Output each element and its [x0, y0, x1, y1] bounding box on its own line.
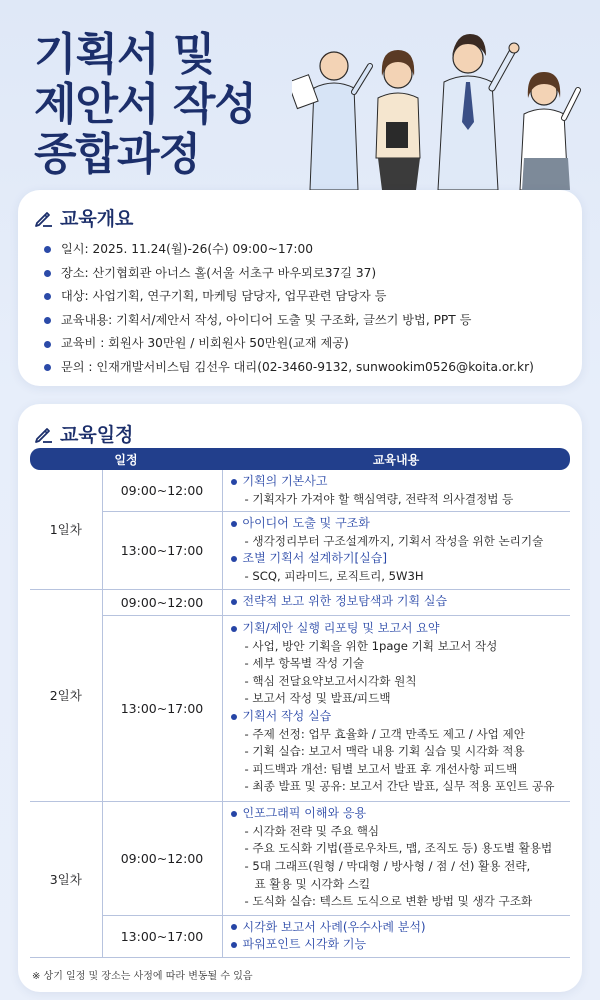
bullet-icon [44, 270, 51, 277]
worker-2-figure [376, 50, 420, 190]
column-header-content: 교육내용 [222, 448, 570, 470]
overview-list [44, 238, 534, 380]
session-time: 13:00~17:00 [102, 512, 222, 589]
pencil-icon [34, 424, 54, 444]
session-time: 09:00~12:00 [102, 470, 222, 512]
column-header-time: 일정 [30, 448, 222, 470]
title-line-1: 기획서 및 [34, 29, 215, 80]
page-title [34, 30, 256, 180]
overview-heading [34, 204, 133, 231]
session-content: 아이디어 도출 및 구조화 - 생각정리부터 구조설계까지, 기획서 작성을 위한 논리기술 조별 기획서 설계하기[실습] - SCQ, 피라미드, 로직트리, 5W3H [222, 512, 570, 589]
session-time: 13:00~17:00 [102, 915, 222, 957]
list-item: 교육내용: 기획서/제안서 작성, 아이디어 도출 및 구조화, 글쓰기 방법, PPT 등 [44, 309, 534, 333]
bullet-icon [44, 293, 51, 300]
bullet-icon [231, 556, 237, 562]
list-item: 대상: 사업기획, 연구기획, 마케팅 담당자, 업무관련 담당자 등 [44, 285, 534, 309]
day-label: 2일차 [30, 589, 102, 801]
bullet-icon [231, 811, 237, 817]
bullet-icon [231, 479, 237, 485]
bullet-icon [44, 246, 51, 253]
pencil-icon [34, 208, 54, 228]
session-content: 시각화 보고서 사례(우수사례 분석) 파워포인트 시각화 기능 [222, 915, 570, 957]
bullet-icon [231, 714, 237, 720]
session-time: 09:00~12:00 [102, 589, 222, 615]
list-item: 일시: 2025. 11.24(월)-26(수) 09:00~17:00 [44, 238, 534, 262]
overview-card [18, 190, 582, 386]
bullet-icon [231, 924, 237, 930]
bullet-icon [231, 521, 237, 527]
table-row [30, 512, 570, 589]
session-content: 전략적 보고 위한 정보탐색과 기획 실습 [222, 589, 570, 615]
worker-1-figure [292, 52, 370, 190]
schedule-heading-label: 교육일정 [60, 424, 134, 446]
bullet-icon [44, 364, 51, 371]
list-item: 장소: 산기협회관 아너스 홀(서울 서초구 바우뫼로37길 37) [44, 262, 534, 286]
worker-4-figure [520, 72, 578, 190]
list-item: 교육비 : 회원사 30만원 / 비회원사 50만원(교재 제공) [44, 332, 534, 356]
overview-heading-label: 교육개요 [60, 208, 134, 230]
day-label: 1일차 [30, 470, 102, 589]
bullet-icon [231, 626, 237, 632]
session-content: 기획/제안 실행 리포팅 및 보고서 요약 - 사업, 방안 기획을 위한 1page 기획 보고서 작성 - 세부 항목별 작성 기술 - 핵심 전달요약보고서시각화 원칙 - 보고서 작성 및 발표/피드백 기획서 작성 실습 - 주제 선정: 업무 효율화 / 고객 만족도 제고 / 사업 제안 - 기획 실습: 보고서 맥락 내용 기획 실습 및 시각화 적용 - 피드백과 개선: 팀별 보고서 발표 후 개선사항 피드백 - 최종 발표 및 공유: 보고서 간단 발표, 실무 적용 포인트 공유 [222, 615, 570, 801]
table-row [30, 615, 570, 801]
schedule-card [18, 404, 582, 992]
footnote: ※ 상기 일정 및 장소는 사정에 따라 변동될 수 있음 [32, 971, 253, 982]
office-workers-illustration [292, 18, 592, 190]
schedule-table [30, 448, 570, 958]
table-row [30, 801, 570, 915]
worker-3-figure [438, 34, 519, 190]
title-line-3: 종합과정 [34, 129, 201, 180]
bullet-icon [44, 341, 51, 348]
list-item: 문의 : 인재개발서비스팀 김선우 대리(02-3460-9132, sunwookim0526@koita.or.kr) [44, 356, 534, 380]
title-line-2: 제안서 작성 [34, 79, 256, 130]
session-content: 기획의 기본사고 - 기획자가 가져야 할 핵심역량, 전략적 의사결정법 등 [222, 470, 570, 512]
session-time: 09:00~12:00 [102, 801, 222, 915]
schedule-heading [34, 420, 133, 447]
table-header-row [30, 448, 570, 470]
table-row [30, 589, 570, 615]
table-row [30, 470, 570, 512]
session-content: 인포그래픽 이해와 응용 - 시각화 전략 및 주요 핵심 - 주요 도식화 기법(플로우차트, 맵, 조직도 등) 용도별 활용법 - 5대 그래프(원형 / 막대형 / 방사형 / 점 / 선) 활용 전략, 표 활용 및 시각화 스킬 - 도식화 실습: 텍스트 도식으로 변환 방법 및 생각 구조화 [222, 801, 570, 915]
bullet-icon [231, 942, 237, 948]
bullet-icon [231, 599, 237, 605]
bullet-icon [44, 317, 51, 324]
day-label: 3일차 [30, 801, 102, 957]
table-row [30, 915, 570, 957]
session-time: 13:00~17:00 [102, 615, 222, 801]
